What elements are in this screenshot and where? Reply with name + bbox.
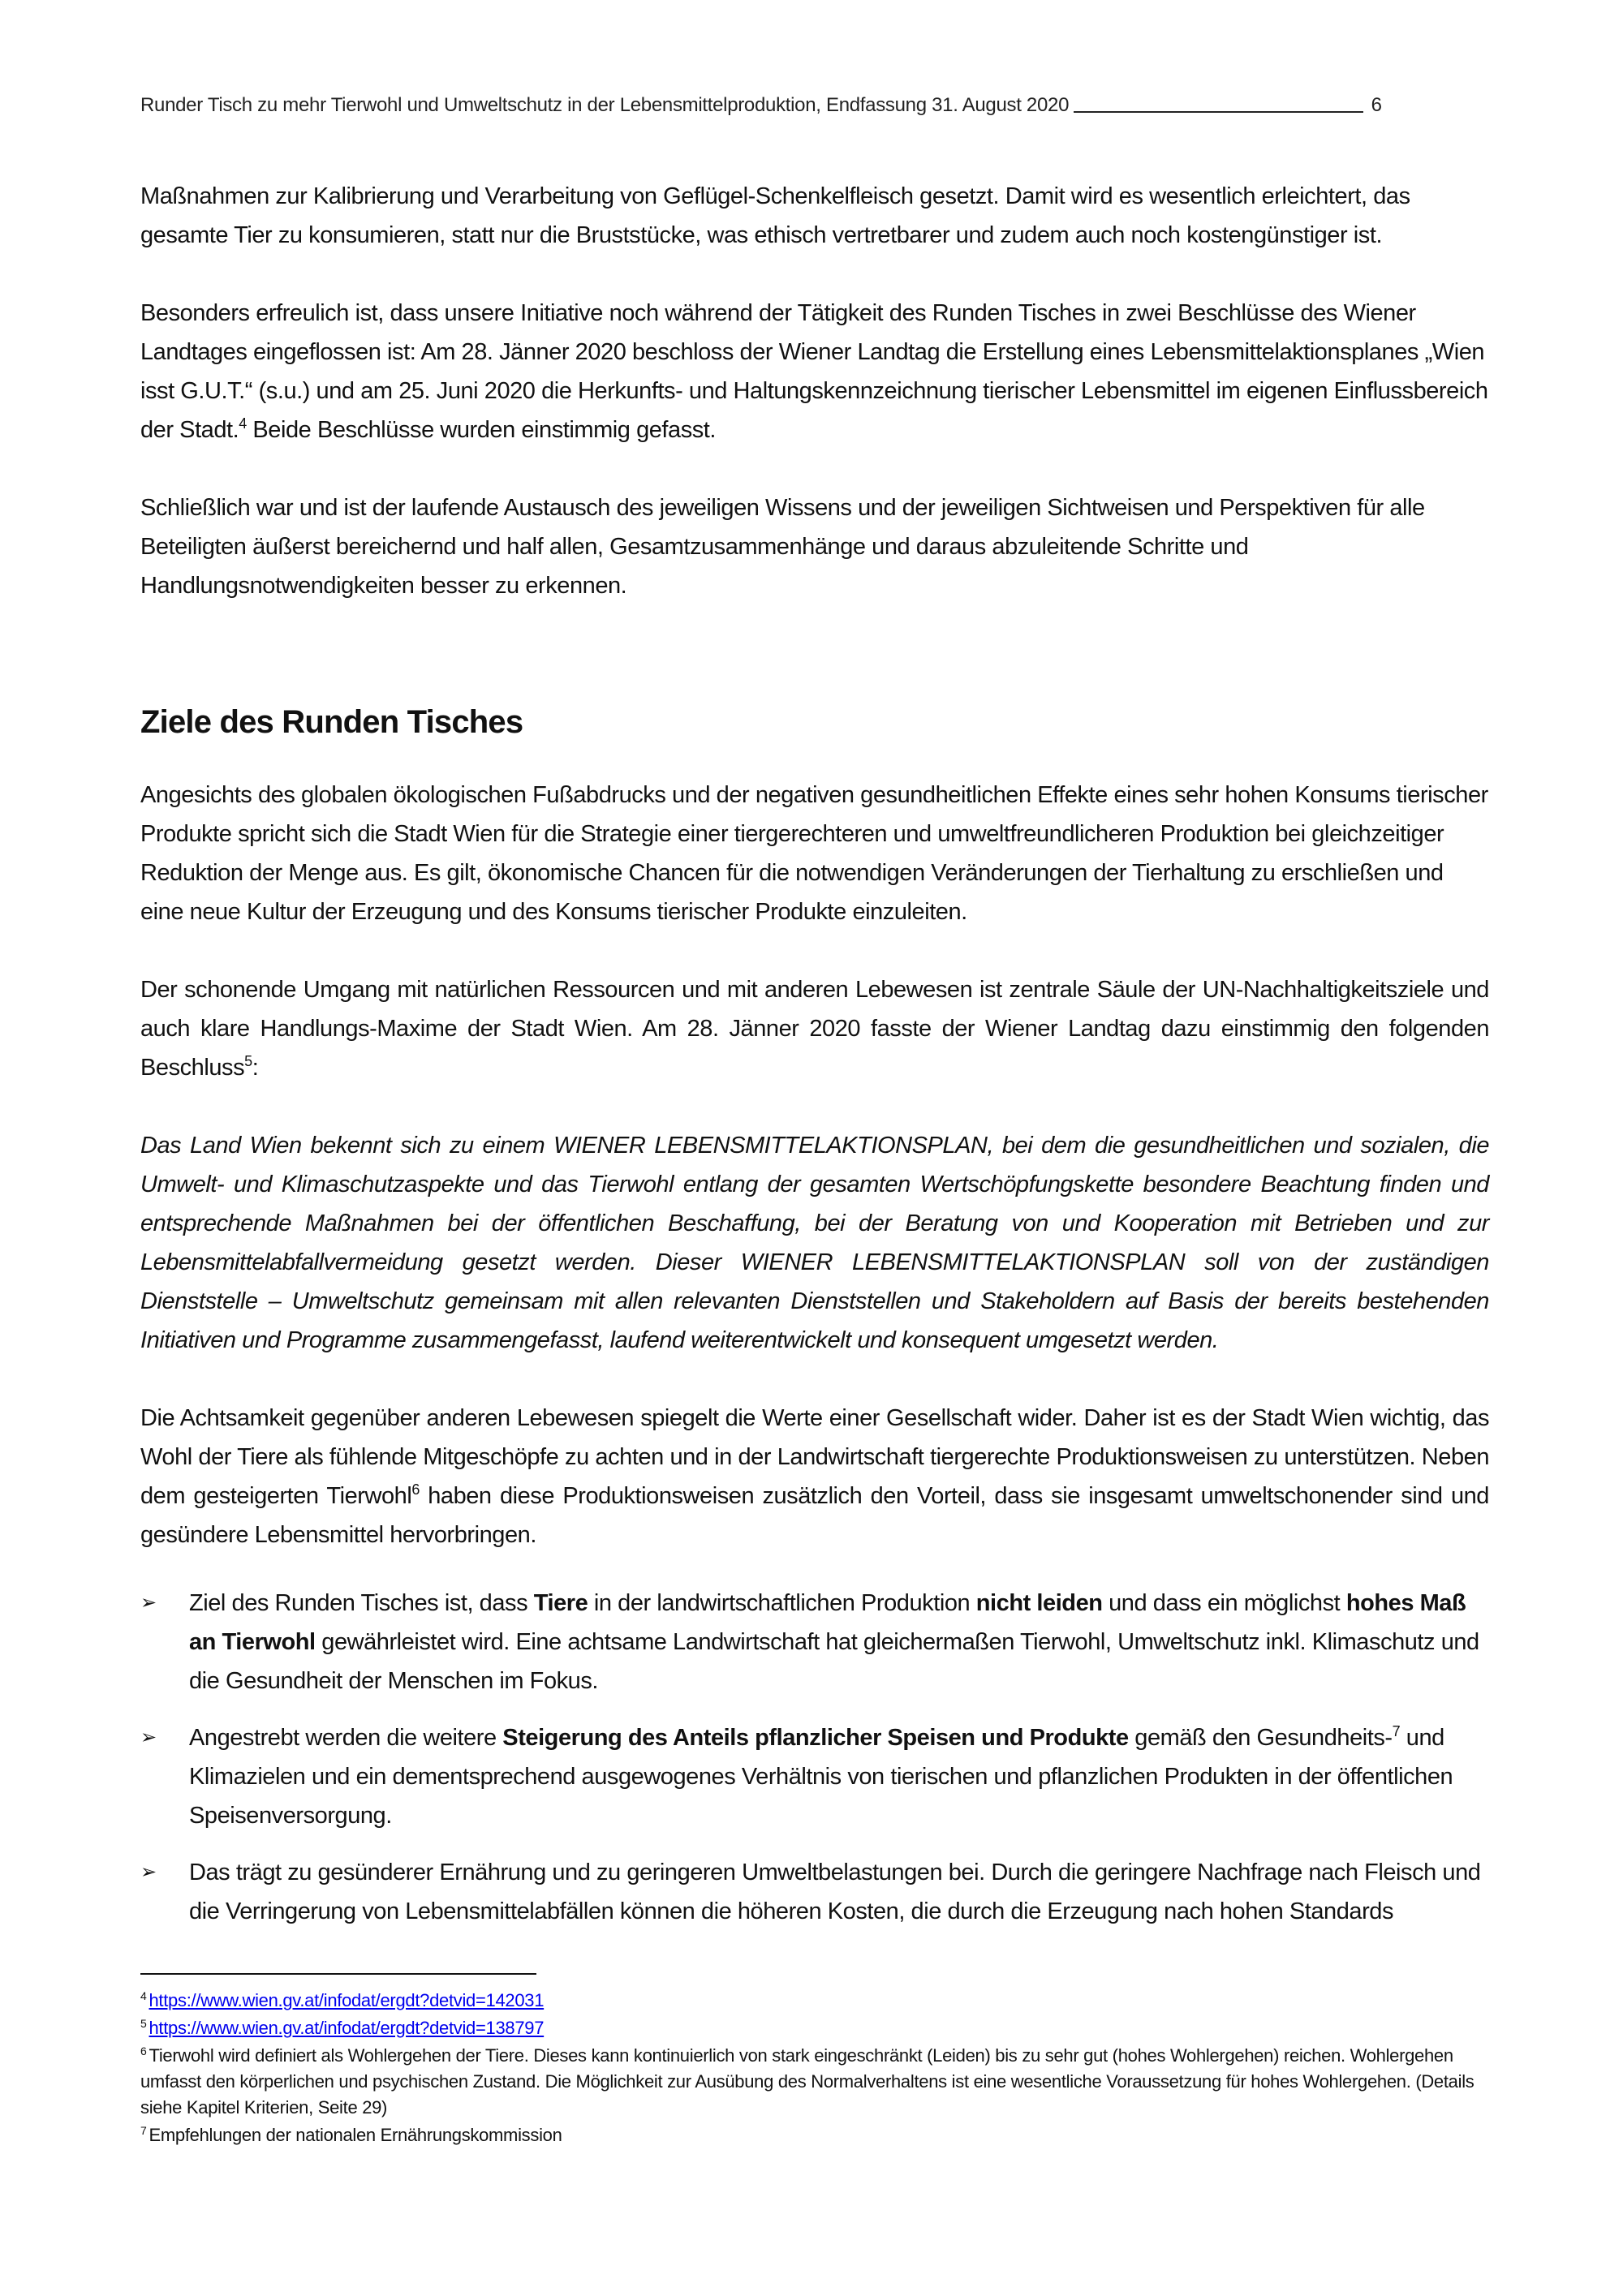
paragraph-fussabdruck: Angesichts des globalen ökologischen Fußabdrucks und der negativen gesundheitlichen Effekte eines sehr hohen Konsums tierischer Produkte spricht sich die Stadt Wien für die Strategie einer tiergerechteren und umweltfreundlicheren Produktion bei gleichzeitiger Reduktion der Menge aus. Es gilt, ökonomische Chancen für die notwendigen Veränderungen der Tierhaltung zu erschließen und eine neue Kultur der Erzeugung und des Konsums tierischer Produkte einzuleiten. [140, 782, 1488, 925]
list-item-text: und dass ein möglichst [1102, 1590, 1346, 1616]
arrow-bullet-icon: ➢ [140, 1726, 157, 1748]
footnote-number: 6 [140, 2044, 147, 2057]
list-item-bold: Steigerung des Anteils pflanzlicher Speisen und Produkte [502, 1725, 1129, 1751]
footnote-text: Empfehlungen der nationalen Ernährungskommission [149, 2125, 562, 2145]
footnote-number: 4 [140, 1989, 147, 2002]
list-item-text: gemäß den Gesundheits- [1128, 1725, 1393, 1751]
paragraph-text: Beide Beschlüsse wurden einstimmig gefasst. [246, 417, 717, 443]
paragraph-text: Besonders erfreulich ist, dass unsere Initiative noch während der Tätigkeit des Runden Tisches in zwei Beschlüsse des Wiener Landtages eingeflossen ist: Am 28. Jänner 2020 beschloss der Wiener Landtag die Erstellung eines Lebensmittelaktionsplanes „Wien isst G.U.T.“ (s.u.) und am 25. Juni 2020 die Herkunfts- und Haltungskennzeichnung tierischer Lebensmittel im eigenen Einflussbereich der Stadt. [140, 300, 1488, 443]
list-item-text: Ziel des Runden Tisches ist, dass [189, 1590, 534, 1616]
list-item-text: gewährleistet wird. Eine achtsame Landwirtschaft hat gleichermaßen Tierwohl, Umweltschutz inkl. Klimaschutz und die Gesundheit der Menschen im Fokus. [189, 1629, 1479, 1694]
paragraph-spacer [140, 1087, 1489, 1126]
paragraph-austausch: Schließlich war und ist der laufende Austausch des jeweiligen Wissens und der jeweiligen Sichtweisen und Perspektiven für alle Beteiligten äußerst bereichernd und half allen, Gesamtzusammenhänge und daraus abzuleitende Schritte und Handlungsnotwendigkeiten besser zu erkennen. [140, 495, 1425, 599]
list-item-bold: nicht leiden [975, 1590, 1103, 1616]
page-number: 6 [1371, 94, 1382, 116]
header-title: Runder Tisch zu mehr Tierwohl und Umweltschutz in der Lebensmittelproduktion, Endfassung 31. August 2020 [140, 94, 1070, 116]
list-spacer [140, 1554, 1489, 1584]
footnote-number: 7 [140, 2124, 147, 2137]
goals-list [140, 1584, 1489, 1931]
arrow-bullet-icon: ➢ [140, 1861, 157, 1883]
paragraph-spacer [140, 1360, 1489, 1399]
paragraph-spacer [140, 931, 1489, 970]
paragraph-spacer [140, 449, 1489, 488]
paragraph-beschluesse [140, 294, 1489, 449]
list-item-bold: Tiere [533, 1590, 588, 1616]
footnote-4 [140, 1988, 1489, 2014]
footnote-number: 5 [140, 2017, 147, 2030]
paragraph-achtsamkeit [140, 1399, 1489, 1554]
header-rule [1074, 111, 1363, 113]
paragraph-text: haben diese Produktionsweisen zusätzlich den Vorteil, dass sie insgesamt umweltschonender sind und gesündere Lebensmittel hervorbringen. [140, 1483, 1489, 1548]
footnote-ref-5[interactable]: 5 [244, 1053, 252, 1069]
list-item [140, 1584, 1489, 1701]
list-item [140, 1853, 1489, 1931]
footnote-link[interactable]: https://www.wien.gv.at/infodat/ergdt?detvid=138797 [149, 2018, 545, 2038]
section-spacer [140, 605, 1489, 701]
paragraph-text: : [252, 1055, 259, 1081]
heading-spacer [140, 743, 1489, 776]
list-item-text: Das trägt zu gesünderer Ernährung und zu geringeren Umweltbelastungen bei. Durch die geringere Nachfrage nach Fleisch und die Verringerung von Lebensmittelabfällen können die höheren Kosten, die durch die Erzeugung nach hohen Standards [189, 1860, 1481, 1924]
paragraph-text: Die Achtsamkeit gegenüber anderen Lebewesen spiegelt die Werte einer Gesellschaft wider. Daher ist es der Stadt Wien wichtig, das Wohl der Tiere als fühlende Mitgeschöpfe zu achten und in der Landwirtschaft tiergerechte Produktionsweisen zu unterstützen. Neben dem gesteigerten Tierwohl [140, 1405, 1489, 1509]
arrow-bullet-icon: ➢ [140, 1592, 157, 1614]
footnote-text: Tierwohl wird definiert als Wohlergehen der Tiere. Dieses kann kontinuierlich von stark eingeschränkt (Leiden) bis zu sehr gut (hohes Wohlergehen) reichen. Wohlergehen umfasst den körperlichen und psychischen Zustand. Die Möglichkeit zur Ausübung des Normalverhaltens ist eine wesentliche Voraussetzung für hohes Wohlergehen. (Details siehe Kapitel Kriterien, Seite 29) [140, 2045, 1474, 2118]
footnote-separator [140, 1973, 536, 1975]
footnote-7 [140, 2122, 1489, 2148]
paragraph-text: Der schonende Umgang mit natürlichen Ressourcen und mit anderen Lebewesen ist zentrale Säule der UN-Nachhaltigkeitsziele und auch klare Handlungs-Maxime der Stadt Wien. Am 28. Jänner 2020 fasste der Wiener Landtag dazu einstimmig den folgenden Beschluss [140, 977, 1489, 1081]
footnote-ref-6[interactable]: 6 [411, 1481, 420, 1498]
list-item-bold: hohes Maß an Tierwohl [189, 1590, 1466, 1655]
list-item [140, 1718, 1489, 1835]
paragraph-geflugel: Maßnahmen zur Kalibrierung und Verarbeitung von Geflügel-Schenkelfleisch gesetzt. Damit wird es wesentlich erleichtert, das gesamte Tier zu konsumieren, statt nur die Bruststücke, was ethisch vertretbarer und zudem auch noch kostengünstiger ist. [140, 183, 1410, 248]
footnote-ref-7[interactable]: 7 [1392, 1723, 1401, 1739]
list-item-text: in der landwirtschaftlichen Produktion [588, 1590, 976, 1616]
footnote-5 [140, 2015, 1489, 2041]
beschluss-quote: Das Land Wien bekennt sich zu einem WIENER LEBENSMITTELAKTIONSPLAN, bei dem die gesundheitlichen und sozialen, die Umwelt- und Klimaschutzaspekte und das Tierwohl entlang der gesamten Wertschöpfungskette besondere Beachtung finden und entsprechende Maßnahmen bei der öffentlichen Beschaffung, bei der Beratung von und Kooperation mit Betrieben und zur Lebensmittelabfallvermeidung gesetzt werden. Dieser WIENER LEBENSMITTELAKTIONSPLAN soll von der zuständigen Dienststelle – Umweltschutz gemeinsam mit allen relevanten Dienststellen und Stakeholdern auf Basis der bereits bestehenden Initiativen und Programme zusammengefasst, laufend weiterentwickelt und konsequent umgesetzt werden. [140, 1133, 1489, 1353]
footnote-ref-4[interactable]: 4 [239, 415, 247, 432]
footnotes [140, 1988, 1489, 2150]
list-item-text: und Klimazielen und ein dementsprechend ausgewogenes Verhältnis von tierischen und pflanzlichen Produkten in der öffentlichen Speisenversorgung. [189, 1725, 1453, 1829]
paragraph-umgang [140, 970, 1489, 1087]
page-header [140, 91, 1382, 117]
paragraph-spacer [140, 255, 1489, 294]
footnote-link[interactable]: https://www.wien.gv.at/infodat/ergdt?detvid=142031 [149, 1990, 545, 2010]
footnote-6 [140, 2043, 1489, 2121]
list-item-text: Angestrebt werden die weitere [189, 1725, 503, 1751]
section-heading: Ziele des Runden Tisches [140, 704, 523, 740]
page-content [140, 177, 1489, 1949]
